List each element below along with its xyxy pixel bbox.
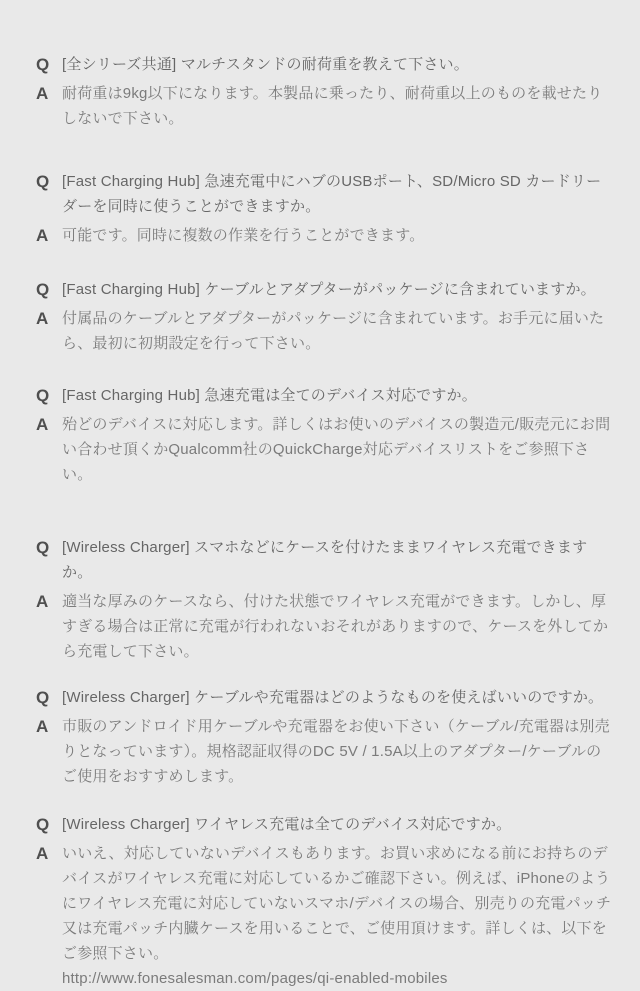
- qa-item: [36, 383, 612, 487]
- question-marker: Q: [36, 815, 50, 834]
- answer-text: 付属品のケーブルとアダプターがパッケージに含まれています。お手元に届いたら、最初に初期設定を行って下さい。: [62, 310, 605, 352]
- question-row: [36, 277, 612, 302]
- answer-url: http://www.fonesalesman.com/pages/qi-enabled-mobiles: [62, 970, 448, 987]
- question-text: [全シリーズ共通] マルチスタンドの耐荷重を教えて下さい。: [62, 56, 469, 73]
- question-marker: Q: [36, 688, 50, 707]
- answer-marker: A: [36, 84, 49, 103]
- answer-row: [36, 841, 612, 991]
- question-row: [36, 812, 612, 837]
- question-marker: Q: [36, 55, 50, 74]
- answer-row: [36, 81, 612, 131]
- question-text: [Wireless Charger] ケーブルや充電器はどのようなものを使えばいいのですか。: [62, 689, 604, 706]
- answer-row: [36, 412, 612, 487]
- qa-item: [36, 277, 612, 356]
- answer-marker: A: [36, 415, 49, 434]
- question-marker: Q: [36, 280, 50, 299]
- qa-item: [36, 685, 612, 789]
- question-marker: Q: [36, 538, 50, 557]
- answer-marker: A: [36, 717, 49, 736]
- question-text: [Wireless Charger] スマホなどにケースを付けたままワイヤレス充電できますか。: [62, 539, 588, 581]
- answer-row: [36, 714, 612, 789]
- qa-item: [36, 812, 612, 991]
- answer-text: 市販のアンドロイド用ケーブルや充電器をお使い下さい（ケーブル/充電器は別売りとなっています）。規格認証収得のDC 5V / 1.5A以上のアダプター/ケーブルのご使用をおすすめします。: [62, 718, 610, 785]
- answer-text: 殆どのデバイスに対応します。詳しくはお使いのデバイスの製造元/販売元にお問い合わせ頂くかQualcomm社のQuickCharge対応デバイスリストをご参照下さい。: [62, 416, 611, 483]
- question-text: [Fast Charging Hub] ケーブルとアダプターがパッケージに含まれていますか。: [62, 281, 596, 298]
- answer-text: 適当な厚みのケースなら、付けた状態でワイヤレス充電ができます。しかし、厚すぎる場合は正常に充電が行われないおそれがありますので、ケースを外してから充電して下さい。: [62, 593, 609, 660]
- answer-marker: A: [36, 309, 49, 328]
- question-marker: Q: [36, 386, 50, 405]
- answer-marker: A: [36, 226, 49, 245]
- answer-row: [36, 589, 612, 664]
- question-row: [36, 52, 612, 77]
- question-text: [Fast Charging Hub] 急速充電中にハブのUSBポート、SD/Micro SD カードリーダーを同時に使うことができますか。: [62, 173, 602, 215]
- answer-row: [36, 223, 612, 248]
- answer-marker: A: [36, 844, 49, 863]
- answer-text: 可能です。同時に複数の作業を行うことができます。: [62, 227, 425, 244]
- question-row: [36, 685, 612, 710]
- qa-item: [36, 52, 612, 131]
- answer-row: [36, 306, 612, 356]
- answer-marker: A: [36, 592, 49, 611]
- question-row: [36, 169, 612, 219]
- question-text: [Wireless Charger] ワイヤレス充電は全てのデバイス対応ですか。: [62, 816, 512, 833]
- question-marker: Q: [36, 172, 50, 191]
- answer-block: [62, 841, 612, 991]
- qa-item: [36, 169, 612, 248]
- answer-text: 耐荷重は9kg以下になります。本製品に乗ったり、耐荷重以上のものを載せたりしないで下さい。: [62, 85, 603, 127]
- answer-text: いいえ、対応していないデバイスもあります。お買い求めになる前にお持ちのデバイスがワイヤレス充電に対応しているかご確認下さい。例えば、iPhoneのようにワイヤレス充電に対応していないスマホ/デバイスの場合、別売りの充電パッチ又は充電パッチ内臓ケースを用いることで、ご使用頂けます。詳しくは、以下をご参照下さい。: [62, 845, 612, 962]
- question-text: [Fast Charging Hub] 急速充電は全てのデバイス対応ですか。: [62, 387, 477, 404]
- question-row: [36, 383, 612, 408]
- question-row: [36, 535, 612, 585]
- qa-item: [36, 535, 612, 664]
